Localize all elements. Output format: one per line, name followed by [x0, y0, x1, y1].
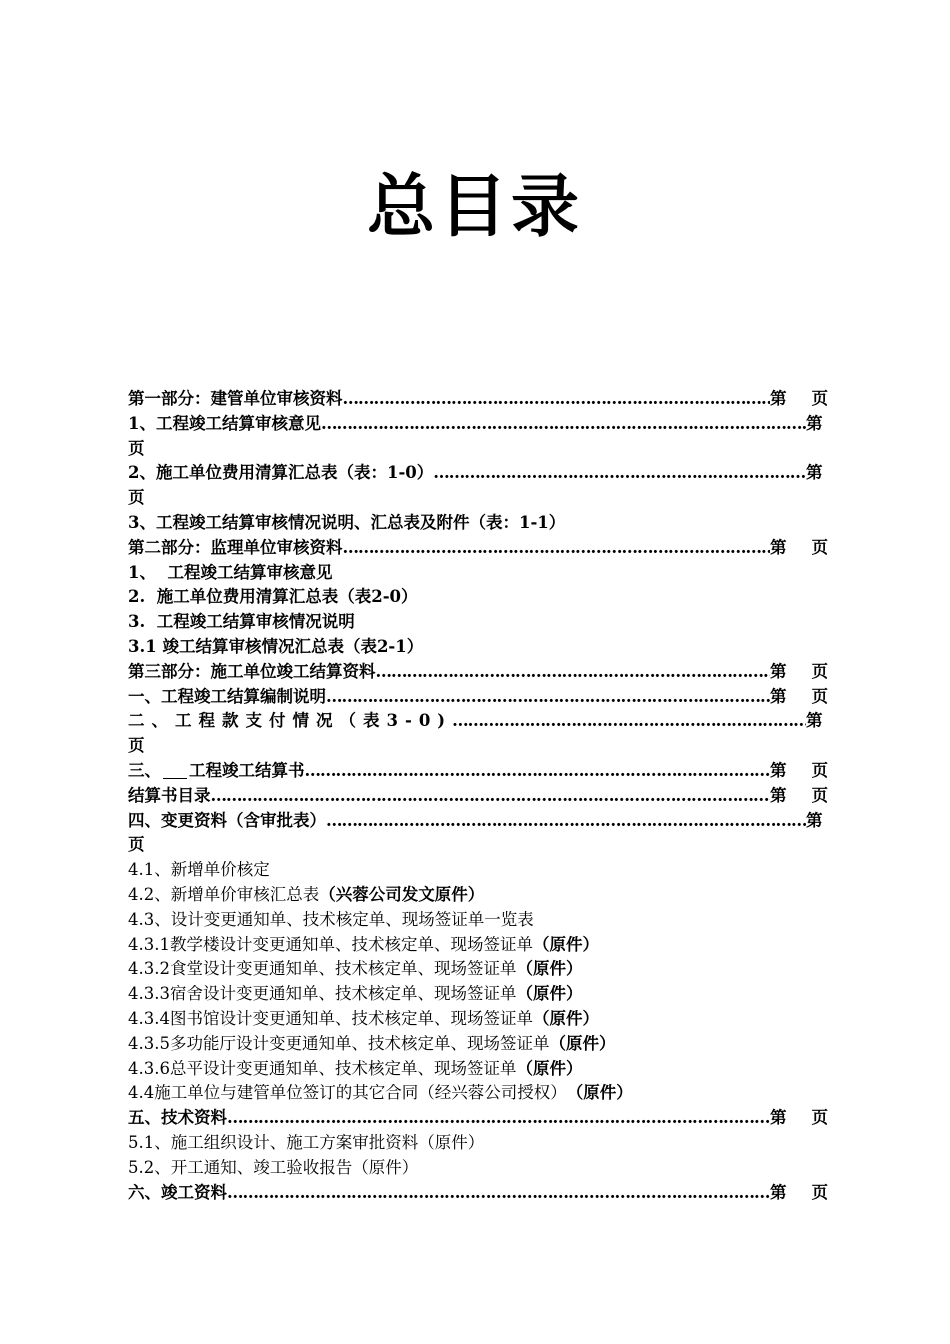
- toc-entry: [128, 1106, 828, 1131]
- toc-entry: [128, 585, 828, 610]
- toc-subentry: [128, 858, 828, 883]
- toc-subentry: [128, 1007, 828, 1032]
- toc-entry-label: 4.1、新增单价核定: [128, 860, 270, 880]
- toc-entry: [128, 685, 828, 710]
- toc-leader-dots: [452, 709, 806, 734]
- toc-entry-label: 4.3.1教学楼设计变更通知单、技术核定单、现场签证单: [128, 934, 533, 954]
- toc-page-suffix: 页: [128, 438, 145, 458]
- toc-entry-label: 四、变更资料（含审批表）: [128, 810, 326, 830]
- toc-entry: [128, 759, 828, 784]
- page-title: 总目录: [366, 168, 583, 247]
- toc-entry-label: 1、 工程竣工结算审核意见: [128, 562, 333, 582]
- toc-entry-label: 3. 工程竣工结算审核情况说明: [128, 612, 355, 632]
- toc-entry-label: 5.2、开工通知、竣工验收报告（原件）: [128, 1157, 419, 1177]
- toc-entry: [128, 387, 828, 412]
- toc-subentry: [128, 1057, 828, 1082]
- toc-page-prefix: 第: [770, 537, 787, 557]
- toc-page-suffix: 页: [811, 389, 828, 408]
- toc-page-suffix: 页: [811, 661, 828, 681]
- toc-entry-note: （原件）: [516, 959, 583, 979]
- toc-subentry: [128, 1131, 828, 1156]
- toc-page-suffix: 页: [811, 1108, 828, 1128]
- toc-subentry: [128, 1156, 828, 1181]
- toc-entry-label: 3.1 竣工结算审核情况汇总表（表2-1）: [128, 636, 424, 656]
- toc-entry-label: 4.3、设计变更通知单、技术核定单、现场签证单一览表: [128, 909, 534, 929]
- toc-entry: [128, 610, 828, 635]
- toc-page-prefix: 第: [806, 810, 823, 830]
- toc-entry-label: 工程竣工结算书: [189, 760, 305, 780]
- toc-page-prefix: 第: [770, 1108, 787, 1128]
- toc-wrap: [128, 437, 828, 462]
- toc-page-prefix: 第: [806, 711, 823, 731]
- toc-entry-label: 结算书目录: [128, 785, 211, 805]
- toc-entry-label: 第三部分：施工单位竣工结算资料: [128, 661, 376, 681]
- toc-entry-label: 4.3.4图书馆设计变更通知单、技术核定单、现场签证单: [128, 1008, 533, 1028]
- toc-entry-label: 第二部分：监理单位审核资料: [128, 537, 343, 557]
- toc-leader-dots: [326, 685, 770, 710]
- toc-entry-label: 4.4施工单位与建管单位签订的其它合同（经兴蓉公司授权）: [128, 1083, 567, 1103]
- toc-entry: [128, 561, 828, 586]
- toc-entry-label: 一、工程竣工结算编制说明: [128, 686, 326, 706]
- toc-subentry: [128, 1081, 828, 1106]
- toc-entry-label: 4.3.2食堂设计变更通知单、技术核定单、现场签证单: [128, 959, 517, 979]
- toc-entry-label: 4.2、新增单价审核汇总表: [128, 884, 320, 904]
- blank-underline: [163, 764, 187, 779]
- toc-page-prefix: 第: [770, 785, 787, 805]
- toc-leader-dots: [376, 660, 771, 685]
- toc-wrap: [128, 486, 828, 511]
- toc-page-prefix: 第: [770, 389, 787, 408]
- toc-entry-label: 4.3.5多功能厅设计变更通知单、技术核定单、现场签证单: [128, 1033, 550, 1053]
- toc-subentry: [128, 982, 828, 1007]
- toc-leader-dots: [326, 809, 806, 834]
- toc-entry-label: 3、工程竣工结算审核情况说明、汇总表及附件（表：1-1）: [128, 512, 566, 532]
- toc-entry: [128, 635, 828, 660]
- toc-entry: [128, 809, 828, 834]
- toc-page-prefix: 第: [770, 1182, 787, 1202]
- toc-page-prefix: 第: [770, 686, 787, 706]
- table-of-contents: [128, 387, 828, 1205]
- toc-leader-dots: [343, 536, 771, 561]
- toc-entry-note: （原件）: [532, 934, 599, 954]
- toc-entry-label: 二、工程款支付情况（表3-0): [128, 711, 453, 731]
- toc-entry-note: （原件）: [516, 1058, 583, 1078]
- toc-entry: [128, 536, 828, 561]
- toc-entry: [128, 412, 828, 437]
- toc-page-prefix: 第: [770, 661, 787, 681]
- toc-entry-label: 第一部分：建管单位审核资料: [128, 389, 343, 408]
- toc-wrap: [128, 734, 828, 759]
- toc-entry-label: 2. 施工单位费用清算汇总表（表2-0）: [128, 587, 418, 607]
- toc-subentry: [128, 883, 828, 908]
- toc-leader-dots: [433, 461, 806, 486]
- toc-subentry: [128, 933, 828, 958]
- toc-entry-note: （原件）: [549, 1033, 616, 1053]
- toc-entry-note: （原件）: [516, 984, 583, 1004]
- toc-page-suffix: 页: [128, 736, 145, 756]
- toc-entry-note: （兴蓉公司发文原件）: [319, 884, 485, 904]
- toc-entry: [128, 461, 828, 486]
- toc-entry-label: 1、工程竣工结算审核意见: [128, 413, 321, 433]
- toc-subentry: [128, 908, 828, 933]
- toc-entry-note: （原件）: [566, 1083, 633, 1103]
- toc-wrap: [128, 833, 828, 858]
- toc-entry-label: 六、竣工资料: [128, 1182, 227, 1202]
- toc-leader-dots: [227, 1181, 770, 1206]
- toc-page-suffix: 页: [128, 835, 145, 855]
- toc-leader-dots: [227, 1106, 770, 1131]
- toc-entry: [128, 511, 828, 536]
- toc-leader-dots: [305, 759, 770, 784]
- toc-entry-label-prefix: 三、: [128, 760, 161, 780]
- toc-page-prefix: 第: [770, 760, 787, 780]
- toc-page-suffix: 页: [811, 1182, 828, 1202]
- toc-page-suffix: 页: [811, 537, 828, 557]
- toc-page-suffix: 页: [811, 760, 828, 780]
- toc-page-suffix: 页: [128, 488, 145, 508]
- toc-entry: [128, 660, 828, 685]
- toc-entry: [128, 709, 828, 734]
- toc-entry-label: 4.3.3宿舍设计变更通知单、技术核定单、现场签证单: [128, 984, 517, 1004]
- toc-entry-note: （原件）: [532, 1008, 599, 1028]
- toc-page-suffix: 页: [811, 686, 828, 706]
- toc-entry-label: 五、技术资料: [128, 1108, 227, 1128]
- toc-entry: [128, 784, 828, 809]
- toc-entry-label: 2、施工单位费用清算汇总表（表：1-0）: [128, 463, 434, 483]
- toc-entry-label: 4.3.6总平设计变更通知单、技术核定单、现场签证单: [128, 1058, 517, 1078]
- toc-leader-dots: [211, 784, 771, 809]
- toc-page-suffix: 页: [811, 785, 828, 805]
- toc-entry-label: 5.1、施工组织设计、施工方案审批资料（原件）: [128, 1132, 485, 1152]
- toc-subentry: [128, 957, 828, 982]
- toc-leader-dots: [321, 412, 806, 437]
- toc-entry: [128, 1181, 828, 1206]
- toc-page-prefix: 第: [806, 463, 823, 483]
- toc-subentry: [128, 1032, 828, 1057]
- toc-page-prefix: 第: [806, 413, 823, 433]
- toc-leader-dots: [343, 387, 771, 412]
